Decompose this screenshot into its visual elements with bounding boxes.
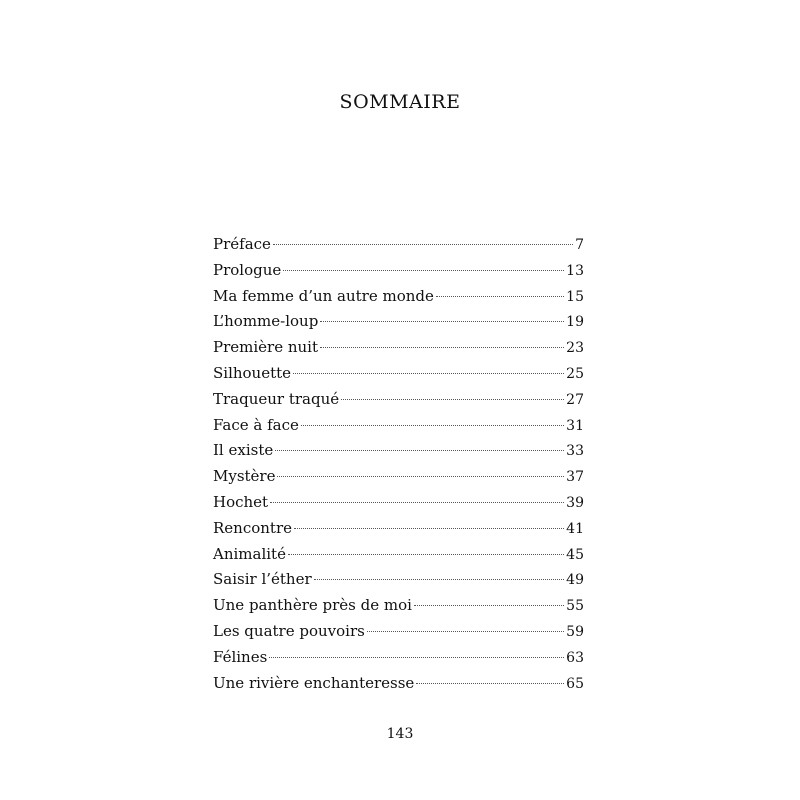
dot-leader (414, 605, 564, 606)
toc-entry (213, 284, 584, 310)
toc-entry-page: 41 (566, 520, 584, 537)
toc-entry-page: 49 (566, 572, 584, 589)
toc-entry-page: 23 (566, 340, 584, 357)
toc-entry-title: Ma femme d’un autre monde (213, 286, 434, 305)
toc-entry (213, 567, 584, 593)
toc-entry (213, 516, 584, 542)
toc-entry-page: 13 (566, 262, 584, 279)
toc-entry-title: Hochet (213, 492, 269, 511)
toc-entry-title: Prologue (213, 260, 282, 279)
toc-entry (213, 490, 584, 516)
toc-entry-page: 7 (575, 237, 584, 253)
toc-entry (213, 232, 584, 258)
toc-entry-title: Une rivière enchanteresse (213, 673, 415, 692)
toc-entry (213, 258, 584, 284)
toc-entry-page: 55 (566, 598, 584, 615)
toc-entry (213, 309, 584, 335)
toc-entry-title: Préface (213, 235, 271, 253)
dot-leader (301, 425, 564, 426)
toc-entry-page: 33 (566, 443, 584, 460)
dot-leader (293, 373, 564, 374)
toc-entry-page: 27 (566, 391, 584, 408)
toc-entry-title: Il existe (213, 441, 274, 460)
toc-entry-title: Mystère (213, 467, 276, 486)
toc-entry-title: Rencontre (213, 518, 292, 537)
toc-entry-title: Face à face (213, 415, 299, 434)
toc-entry (213, 542, 584, 568)
toc-entry (213, 619, 584, 645)
toc-entry-page: 15 (566, 288, 584, 305)
toc-entry-title: Saisir l’éther (213, 570, 312, 589)
dot-leader (416, 683, 564, 684)
toc-entry (213, 464, 584, 490)
toc-entry-page: 19 (566, 314, 584, 331)
toc-entry-title: Animalité (213, 544, 286, 563)
page-number: 143 (386, 726, 414, 742)
dot-leader (436, 296, 564, 297)
dot-leader (277, 476, 564, 477)
toc-entry-page: 37 (566, 469, 584, 486)
toc-entry-title: Traqueur traqué (213, 389, 340, 408)
toc-entry-title: Les quatre pouvoirs (213, 621, 365, 640)
dot-leader (283, 270, 564, 271)
dot-leader (273, 244, 573, 245)
dot-leader (320, 347, 564, 348)
page-title: SOMMAIRE (339, 91, 461, 113)
dot-leader (314, 579, 565, 580)
toc-entry-page: 31 (566, 417, 584, 434)
toc-entry (213, 387, 584, 413)
toc-entry-title: Une panthère près de moi (213, 596, 412, 615)
toc-entry (213, 438, 584, 464)
dot-leader (270, 502, 564, 503)
toc-entry (213, 671, 584, 697)
dot-leader (320, 321, 564, 322)
dot-leader (288, 554, 564, 555)
toc-entry-title: Félines (213, 647, 268, 666)
toc-entry-page: 25 (566, 365, 584, 382)
dot-leader (275, 450, 564, 451)
toc-entry-page: 63 (566, 649, 584, 666)
toc-entry-page: 45 (566, 546, 584, 563)
toc-entry-page: 59 (566, 623, 584, 640)
toc-entry (213, 593, 584, 619)
dot-leader (341, 399, 564, 400)
toc-entry-title: Première nuit (213, 338, 318, 357)
toc-entry-page: 65 (566, 675, 584, 692)
toc-entry-title: L’homme-loup (213, 312, 319, 331)
table-of-contents (213, 232, 584, 696)
dot-leader (269, 657, 564, 658)
toc-entry (213, 645, 584, 671)
toc-entry (213, 361, 584, 387)
toc-entry-page: 39 (566, 494, 584, 511)
toc-entry (213, 413, 584, 439)
toc-entry (213, 335, 584, 361)
dot-leader (367, 631, 564, 632)
toc-entry-title: Silhouette (213, 363, 292, 382)
dot-leader (294, 528, 564, 529)
